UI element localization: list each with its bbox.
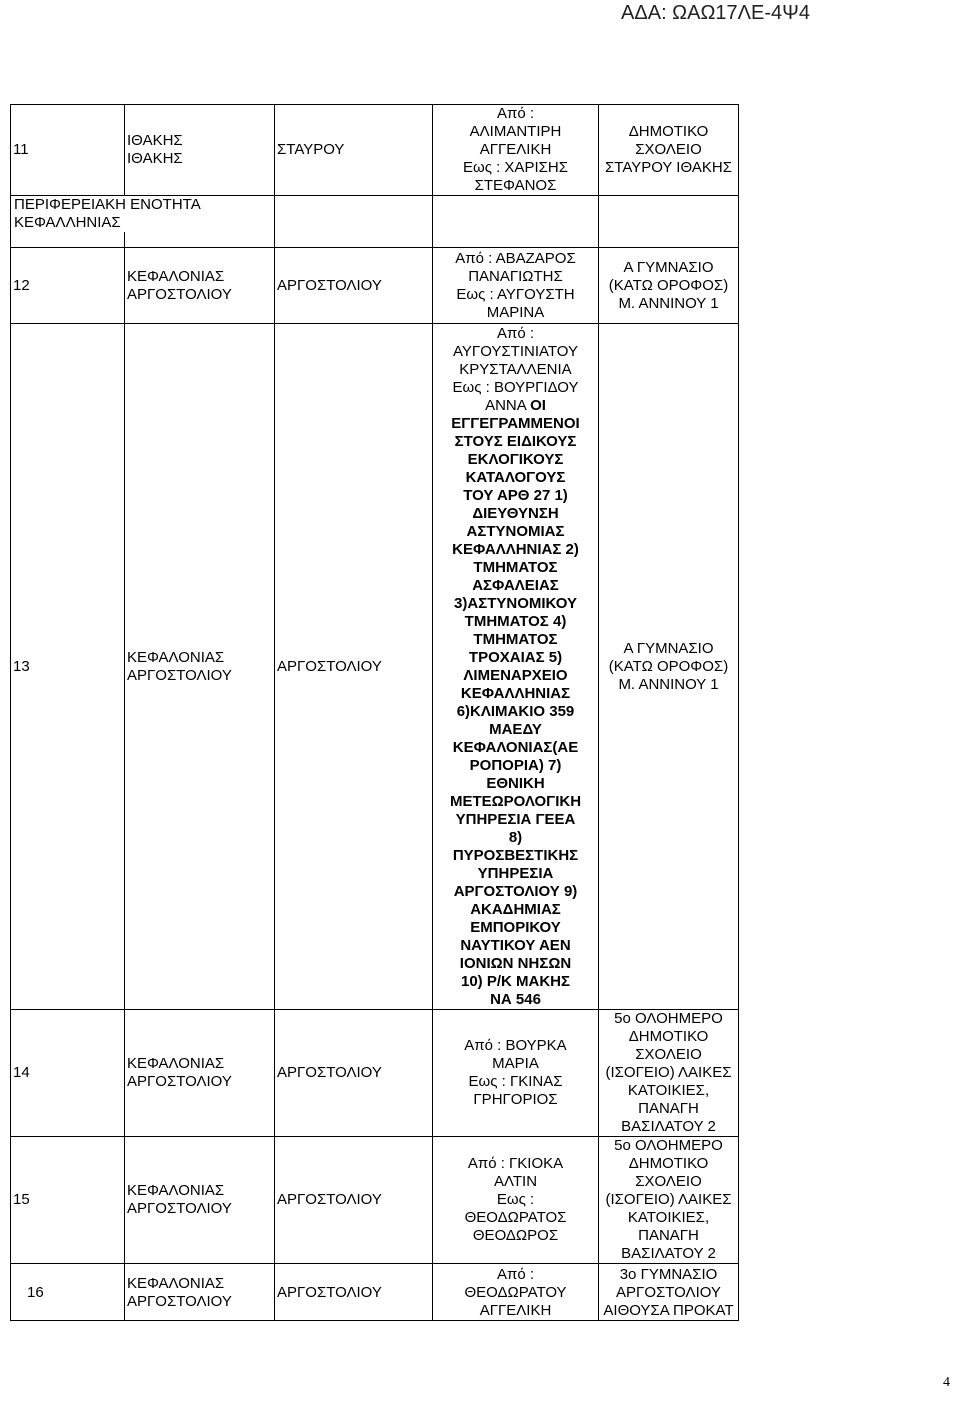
place-cell: ΑΡΓΟΣΤΟΛΙΟΥ: [275, 1010, 433, 1137]
row-number: 12: [11, 248, 125, 324]
venue-cell: 5ο ΟΛΟΗΜΕΡΟ ΔΗΜΟΤΙΚΟ ΣΧΟΛΕΙΟ (ΙΣΟΓΕΙΟ) ΛΑΙΚΕΣ ΚΑΤΟΙΚΙΕΣ, ΠΑΝΑΓΗ ΒΑΣΙΛΑΤΟΥ 2: [599, 1137, 739, 1264]
special-lists-text: ΟΙ ΕΓΓΕΓΡΑΜΜΕΝΟΙ ΣΤΟΥΣ ΕΙΔΙΚΟΥΣ ΕΚΛΟΓΙΚΟΥΣ ΚΑΤΑΛΟΓΟΥΣ ΤΟΥ ΑΡΘ 27 1) ΔΙΕΥΘΥΝΣΗ ΑΣΤΥΝΟΜΙΑΣ ΚΕΦΑΛΛΗΝΙΑΣ 2) ΤΜΗΜΑΤΟΣ ΑΣΦΑΛΕΙΑΣ 3)ΑΣΤΥΝΟΜΙΚΟΥ ΤΜΗΜΑΤΟΣ 4) ΤΜΗΜΑΤΟΣ ΤΡΟΧΑΙΑΣ 5) ΛΙΜΕΝΑΡΧΕΙΟ ΚΕΦΑΛΛΗΝΙΑΣ 6)ΚΛΙΜΑΚΙΟ 359 ΜΑΕΔΥ ΚΕΦΑΛΟΝΙΑΣ(ΑΕ ΡΟΠΟΡΙΑ) 7) ΕΘΝΙΚΗ ΜΕΤΕΩΡΟΛΟΓΙΚΗ ΥΠΗΡΕΣΙΑ ΓΕΕΑ 8) ΠΥΡΟΣΒΕΣΤΙΚΗΣ ΥΠΗΡΕΣΙΑ ΑΡΓΟΣΤΟΛΙΟΥ 9) ΑΚΑΔΗΜΙΑΣ ΕΜΠΟΡΙΚΟΥ ΝΑΥΤΙΚΟΥ ΑΕΝ ΙΟΝΙΩΝ ΝΗΣΩΝ 10) Ρ/Κ ΜΑΚΗΣ ΝΑ 546: [449, 397, 582, 1008]
municipality-cell: ΙΘΑΚΗΣ ΙΘΑΚΗΣ: [125, 105, 275, 196]
venue-cell: 3ο ΓΥΜΝΑΣΙΟ ΑΡΓΟΣΤΟΛΙΟΥ ΑΙΘΟΥΣΑ ΠΡΟΚΑΤ: [599, 1264, 739, 1321]
row-number: 11: [11, 105, 125, 196]
region-label: ΠΕΡΙΦΕΡΕΙΑΚΗ ΕΝΟΤΗΤΑ ΚΕΦΑΛΛΗΝΙΑΣ: [12, 196, 256, 232]
names-range-cell: Από : ΑΛΙΜΑΝΤΙΡΗ ΑΓΓΕΛΙΚΗ Εως : ΧΑΡΙΣΗΣ ΣΤΕΦΑΝΟΣ: [433, 105, 599, 196]
names-range-cell: Από : ΓΚΙΟΚΑ ΑΛΤΙΝ Εως : ΘΕΟΔΩΡΑΤΟΣ ΘΕΟΔΩΡΟΣ: [433, 1137, 599, 1264]
venue-cell: ΔΗΜΟΤΙΚΟ ΣΧΟΛΕΙΟ ΣΤΑΥΡΟΥ ΙΘΑΚΗΣ: [599, 105, 739, 196]
venue-cell: 5ο ΟΛΟΗΜΕΡΟ ΔΗΜΟΤΙΚΟ ΣΧΟΛΕΙΟ (ΙΣΟΓΕΙΟ) ΛΑΙΚΕΣ ΚΑΤΟΙΚΙΕΣ, ΠΑΝΑΓΗ ΒΑΣΙΛΑΤΟΥ 2: [599, 1010, 739, 1137]
table-row: [11, 324, 739, 1010]
place-cell: ΑΡΓΟΣΤΟΛΙΟΥ: [275, 324, 433, 1010]
table-row: [11, 1010, 739, 1137]
place-cell: ΑΡΓΟΣΤΟΛΙΟΥ: [275, 248, 433, 324]
municipality-cell: ΚΕΦΑΛΟΝΙΑΣ ΑΡΓΟΣΤΟΛΙΟΥ: [125, 1264, 275, 1321]
gap-cell: [599, 196, 739, 248]
place-cell: ΣΤΑΥΡΟΥ: [275, 105, 433, 196]
row-number: 13: [11, 324, 125, 1010]
ada-code: ΑΔΑ: ΩΑΩ17ΛΕ-4Ψ4: [621, 2, 810, 24]
row-number: 14: [11, 1010, 125, 1137]
municipality-cell: ΚΕΦΑΛΟΝΙΑΣ ΑΡΓΟΣΤΟΛΙΟΥ: [125, 248, 275, 324]
names-range-cell: Από : ΒΟΥΡΚΑ ΜΑΡΙΑ Εως : ΓΚΙΝΑΣ ΓΡΗΓΟΡΙΟΣ: [433, 1010, 599, 1137]
names-range-cell: Από : ΑΒΑΖΑΡΟΣ ΠΑΝΑΓΙΩΤΗΣ Εως : ΑΥΓΟΥΣΤΗ ΜΑΡΙΝΑ: [433, 248, 599, 324]
polling-stations-table: [10, 104, 739, 1321]
gap-cell: [433, 196, 599, 248]
place-cell: ΑΡΓΟΣΤΟΛΙΟΥ: [275, 1137, 433, 1264]
table-row: [11, 1264, 739, 1321]
place-cell: ΑΡΓΟΣΤΟΛΙΟΥ: [275, 1264, 433, 1321]
names-range-text: Από : ΑΥΓΟΥΣΤΙΝΙΑΤΟΥ ΚΡΥΣΤΑΛΛΕΝΙΑ Εως : ΒΟΥΡΓΙΔΟΥ ΑΝΝΑ: [452, 325, 579, 414]
table-row: [11, 105, 739, 196]
table-row: [11, 1137, 739, 1264]
row-number: 16: [11, 1264, 125, 1321]
venue-cell: Α ΓΥΜΝΑΣΙΟ (ΚΑΤΩ ΟΡΟΦΟΣ) Μ. ΑΝΝΙΝΟΥ 1: [599, 248, 739, 324]
names-range-cell: [433, 324, 599, 1010]
municipality-cell: ΚΕΦΑΛΟΝΙΑΣ ΑΡΓΟΣΤΟΛΙΟΥ: [125, 1137, 275, 1264]
venue-cell: Α ΓΥΜΝΑΣΙΟ (ΚΑΤΩ ΟΡΟΦΟΣ) Μ. ΑΝΝΙΝΟΥ 1: [599, 324, 739, 1010]
page-number: 4: [943, 1375, 950, 1390]
table-row: [11, 248, 739, 324]
names-range-cell: Από : ΘΕΟΔΩΡΑΤΟΥ ΑΓΓΕΛΙΚΗ: [433, 1264, 599, 1321]
gap-cell: [275, 196, 433, 248]
row-number: 15: [11, 1137, 125, 1264]
municipality-cell: ΚΕΦΑΛΟΝΙΑΣ ΑΡΓΟΣΤΟΛΙΟΥ: [125, 1010, 275, 1137]
municipality-cell: ΚΕΦΑΛΟΝΙΑΣ ΑΡΓΟΣΤΟΛΙΟΥ: [125, 324, 275, 1010]
